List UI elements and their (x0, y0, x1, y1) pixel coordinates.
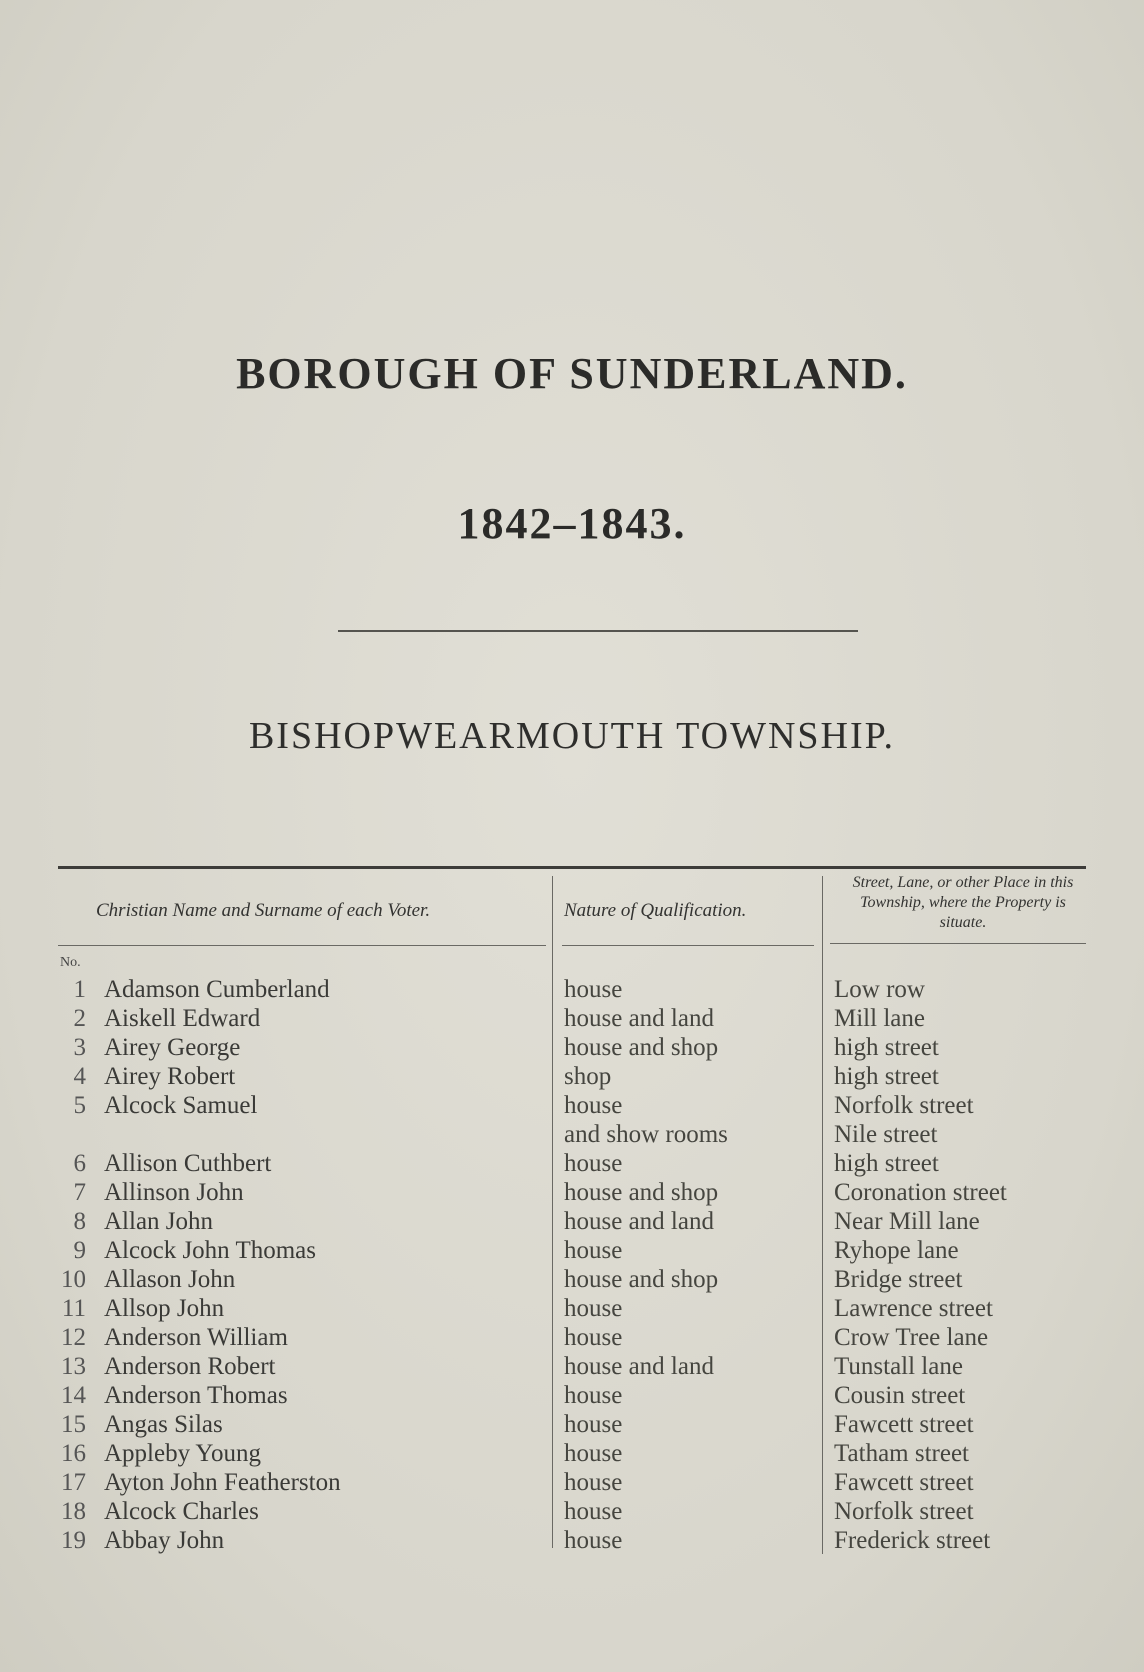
qualification: house (564, 1440, 623, 1467)
street-location: Coronation street (834, 1179, 1007, 1206)
street-location: Near Mill lane (834, 1208, 980, 1235)
street-location: Crow Tree lane (834, 1324, 989, 1351)
voter-name: Allinson John (104, 1179, 244, 1206)
row-number: 1 (73, 976, 86, 1003)
header-rule-name (58, 945, 546, 946)
row-number: 11 (61, 1295, 86, 1322)
voter-name: Abbay John (104, 1527, 225, 1554)
voter-name: Airey Robert (104, 1063, 236, 1090)
table-row (0, 1149, 1144, 1178)
table-row (0, 1381, 1144, 1410)
qualification: house (564, 1092, 623, 1119)
qualification: house (564, 1411, 623, 1438)
row-number: 4 (73, 1063, 86, 1090)
row-number: 18 (61, 1498, 86, 1525)
table-row (0, 1439, 1144, 1468)
row-number: 5 (73, 1092, 86, 1119)
qualification: house (564, 1150, 623, 1177)
table-row (0, 1497, 1144, 1526)
row-number: 13 (61, 1353, 86, 1380)
qualification: house (564, 1469, 623, 1496)
table-row (0, 1178, 1144, 1207)
voter-name: Allison Cuthbert (104, 1150, 272, 1177)
qualification: house (564, 1382, 623, 1409)
row-number: 8 (73, 1208, 86, 1235)
voter-name: Allan John (104, 1208, 214, 1235)
header-rule-nature (562, 945, 814, 946)
voter-name: Angas Silas (104, 1411, 223, 1438)
table-row (0, 1120, 1144, 1149)
years-title: 1842–1843. (457, 499, 687, 548)
table-row (0, 1352, 1144, 1381)
voter-name: Ayton John Featherston (104, 1469, 341, 1496)
street-location: high street (834, 1150, 939, 1177)
row-number: 12 (61, 1324, 86, 1351)
qualification: house and shop (564, 1266, 719, 1293)
street-location: high street (834, 1034, 939, 1061)
street-location: Lawrence street (834, 1295, 993, 1322)
voter-name: Adamson Cumberland (104, 976, 330, 1003)
voter-name: Allsop John (104, 1295, 225, 1322)
voter-name: Alcock John Thomas (104, 1237, 317, 1264)
qualification: house (564, 1498, 623, 1525)
table-top-rule (58, 866, 1086, 869)
voter-name: Aiskell Edward (104, 1005, 261, 1032)
qualification: house (564, 1237, 623, 1264)
row-number: 3 (73, 1034, 86, 1061)
qualification: house and land (564, 1005, 714, 1032)
row-number: 6 (73, 1150, 86, 1177)
table-row (0, 1033, 1144, 1062)
borough-title: BOROUGH OF SUNDERLAND. (236, 349, 908, 398)
table-row (0, 1294, 1144, 1323)
table-row (0, 1207, 1144, 1236)
table-row (0, 1004, 1144, 1033)
voter-name: Anderson Robert (104, 1353, 276, 1380)
voter-name: Airey George (104, 1034, 241, 1061)
street-location: Tunstall lane (834, 1353, 963, 1380)
qualification: house and land (564, 1353, 714, 1380)
header-street: Street, Lane, or other Place in this Township, where the Property is situate. (852, 874, 1074, 931)
voter-name: Alcock Samuel (104, 1092, 258, 1119)
street-location: Cousin street (834, 1382, 966, 1409)
qualification: and show rooms (564, 1121, 728, 1148)
row-number: 2 (73, 1005, 86, 1032)
street-location: Low row (834, 976, 925, 1003)
qualification: house (564, 1295, 623, 1322)
divider-rule (338, 630, 858, 632)
row-number: 10 (61, 1266, 86, 1293)
table-row (0, 1265, 1144, 1294)
qualification: house and land (564, 1208, 714, 1235)
street-location: Tatham street (834, 1440, 969, 1467)
street-location: Fawcett street (834, 1411, 974, 1438)
qualification: house and shop (564, 1034, 719, 1061)
row-number: 9 (73, 1237, 86, 1264)
table-row (0, 1468, 1144, 1497)
street-location: Fawcett street (834, 1469, 974, 1496)
table-row (0, 1526, 1144, 1555)
table-row (0, 1062, 1144, 1091)
voter-name: Alcock Charles (104, 1498, 259, 1525)
street-location: Ryhope lane (834, 1237, 959, 1264)
street-location: high street (834, 1063, 939, 1090)
voter-table-body (0, 975, 1144, 1555)
street-location: Norfolk street (834, 1092, 974, 1119)
voter-name: Anderson Thomas (104, 1382, 288, 1409)
voter-name: Allason John (104, 1266, 236, 1293)
table-row (0, 1091, 1144, 1120)
township-title: BISHOPWEARMOUTH TOWNSHIP. (248, 715, 896, 757)
qualification: house (564, 1324, 623, 1351)
number-column-label: No. (60, 955, 81, 970)
table-row (0, 975, 1144, 1004)
table-row (0, 1323, 1144, 1352)
row-number: 14 (61, 1382, 86, 1409)
row-number: 16 (61, 1440, 86, 1467)
street-location: Bridge street (834, 1266, 963, 1293)
voter-name: Anderson William (104, 1324, 288, 1351)
qualification: house (564, 976, 623, 1003)
table-row (0, 1236, 1144, 1265)
header-rule-street (830, 943, 1086, 944)
qualification: house and shop (564, 1179, 719, 1206)
header-qualification: Nature of Qualification. (564, 900, 747, 921)
street-location: Norfolk street (834, 1498, 974, 1525)
street-location: Nile street (834, 1121, 938, 1148)
qualification: house (564, 1527, 623, 1554)
row-number: 17 (61, 1469, 86, 1496)
qualification: shop (564, 1063, 612, 1090)
street-location: Frederick street (834, 1527, 991, 1554)
voter-name: Appleby Young (104, 1440, 261, 1467)
header-voter-name: Christian Name and Surname of each Voter. (96, 900, 431, 921)
table-row (0, 1410, 1144, 1439)
row-number: 19 (61, 1527, 86, 1554)
row-number: 15 (61, 1411, 86, 1438)
street-location: Mill lane (834, 1005, 925, 1032)
row-number: 7 (73, 1179, 86, 1206)
